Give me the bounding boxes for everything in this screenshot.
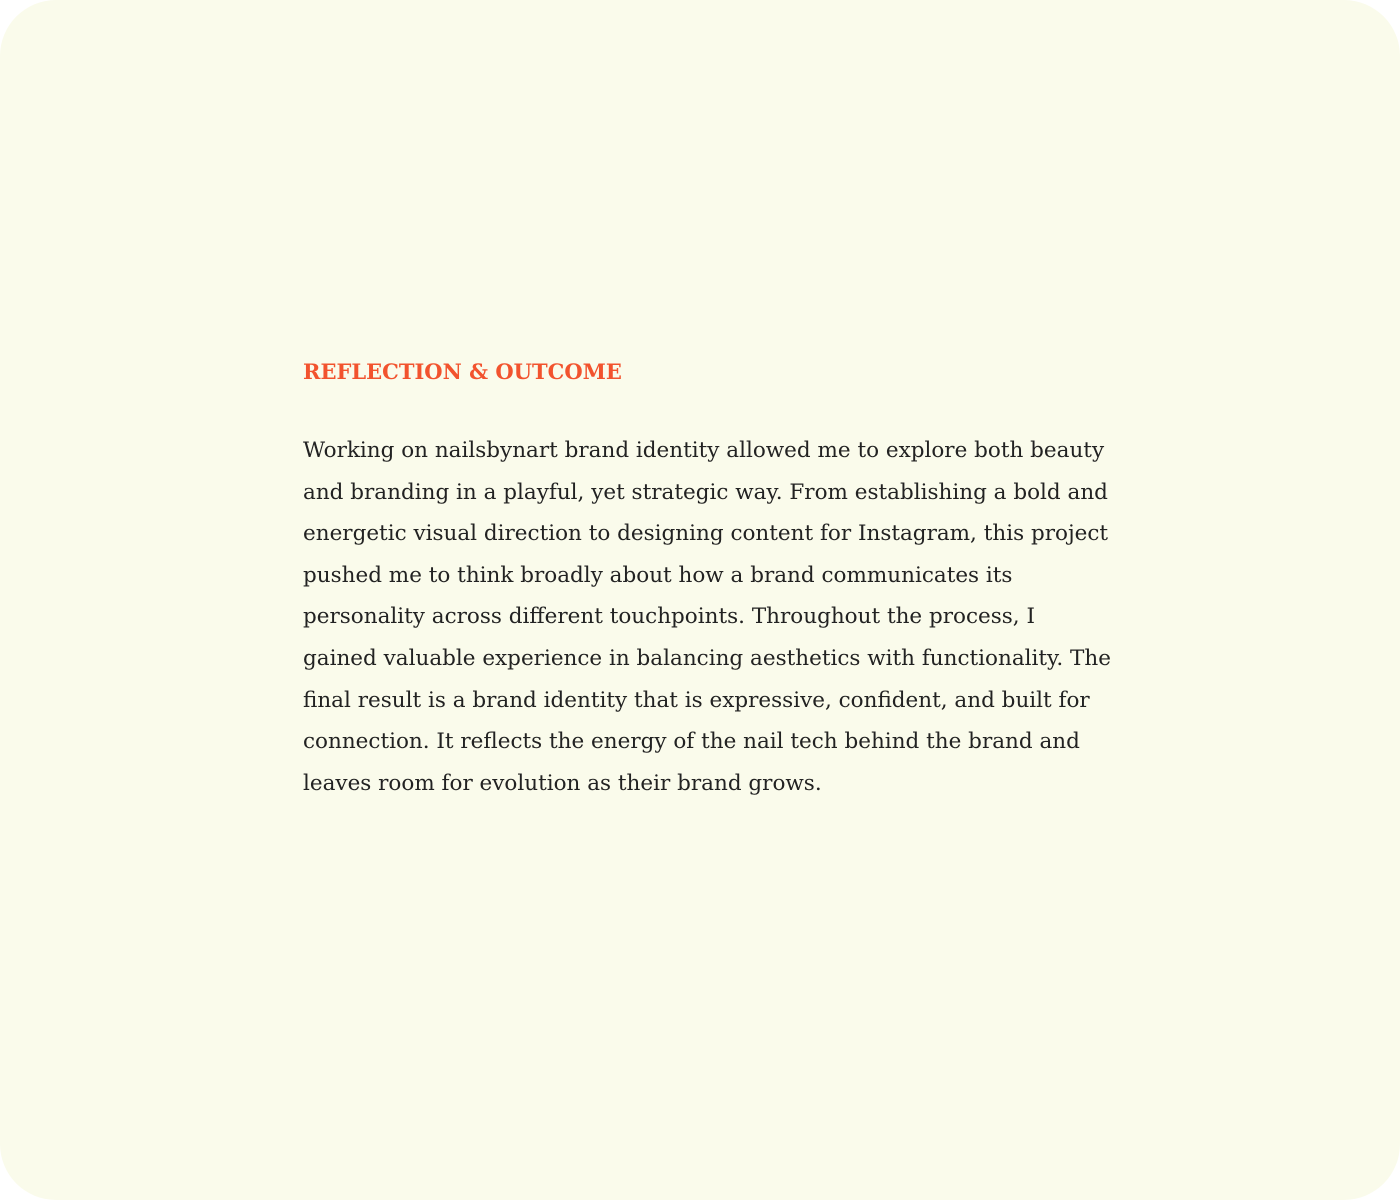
reflection-section — [303, 354, 1113, 804]
section-body-paragraph: Working on nailsbynart brand identity allowed me to explore both beauty and branding in a playful, yet strategic way. From establishing a bold and energetic visual direction to designing content for Instagram, this project pushed me to think broadly about how a brand communicates its personality across different touchpoints. Throughout the process, I gained valuable experience in balancing aesthetics with functionality. The final result is a brand identity that is expressive, confident, and built for connection. It reflects the energy of the nail tech behind the brand and leaves room for evolution as their brand grows. — [303, 438, 1111, 796]
section-heading: REFLECTION & OUTCOME — [303, 359, 622, 384]
